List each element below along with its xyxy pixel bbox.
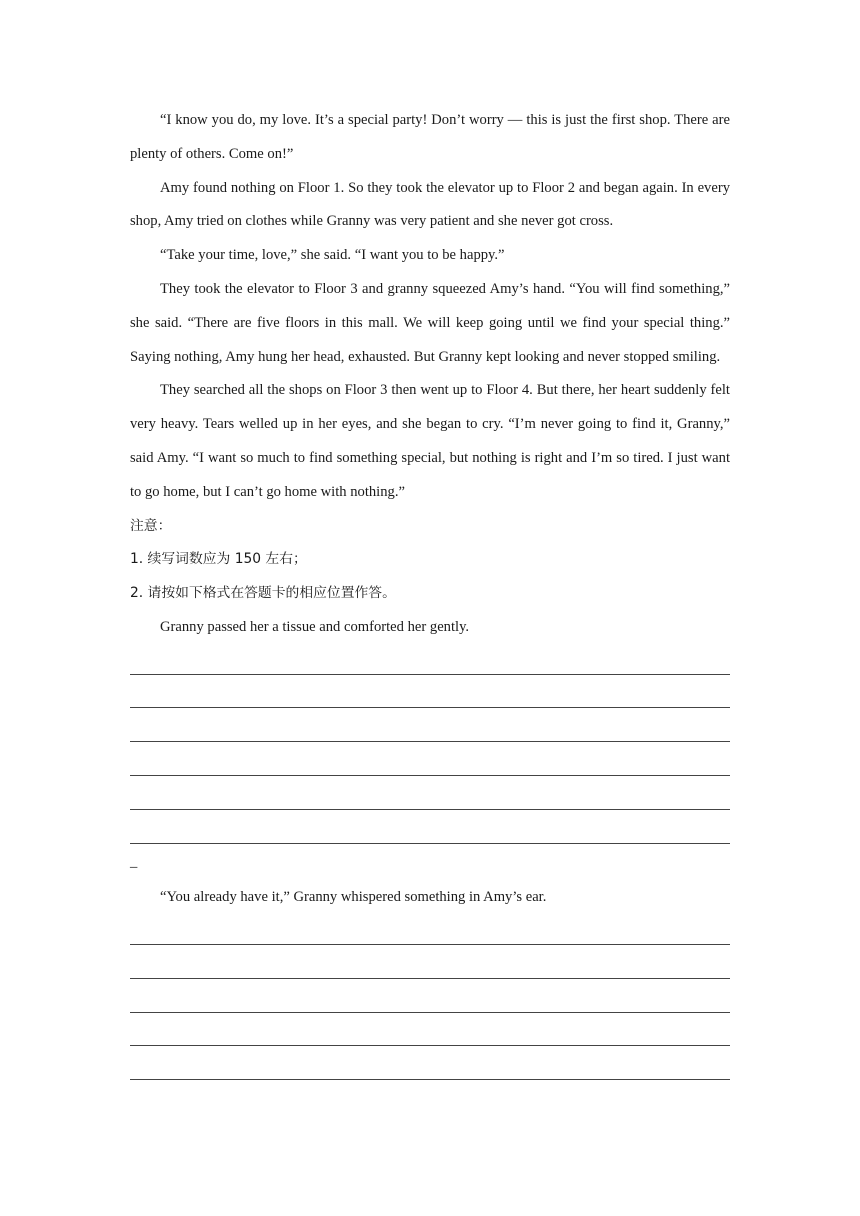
answer-line[interactable] <box>130 641 730 675</box>
story-paragraph: They searched all the shops on Floor 3 then went up to Floor 4. But there, her heart suddenly felt very heavy. Tears welled up in her eyes, and she began to cry. “I’m never going to find it, Granny,” said Amy. “I want so much to find something special, but nothing is right and I’m so tired. I just want to go home, but I can’t go home with nothing.” <box>130 382 730 500</box>
note-item-format: 2. 请按如下格式在答题卡的相应位置作答。 <box>130 585 396 602</box>
story-paragraph: “Take your time, love,” she said. “I want you to be happy.” <box>160 247 505 264</box>
answer-line[interactable] <box>130 1013 730 1047</box>
answer-trailing-mark: _ <box>130 853 138 870</box>
answer-line[interactable] <box>130 911 730 945</box>
answer-line[interactable] <box>130 810 730 844</box>
answer-line[interactable] <box>130 675 730 709</box>
answer-line[interactable] <box>130 979 730 1013</box>
answer-area-1[interactable] <box>130 645 730 848</box>
answer-area-2[interactable] <box>130 915 730 1084</box>
answer-line[interactable] <box>130 776 730 810</box>
continuation-prompt-1: Granny passed her a tissue and comforted her gently. <box>160 618 470 635</box>
continuation-prompt-2: “You already have it,” Granny whispered something in Amy’s ear. <box>160 889 547 906</box>
story-paragraph: They took the elevator to Floor 3 and granny squeezed Amy’s hand. “You will find something,” she said. “There are five floors in this mall. We will keep going until we find your special thing.” Saying nothing, Amy hung her head, exhausted. But Granny kept looking and never stopped smiling. <box>130 280 730 365</box>
answer-line[interactable] <box>130 1046 730 1080</box>
story-paragraph: Amy found nothing on Floor 1. So they took the elevator up to Floor 2 and began again. In every shop, Amy tried on clothes while Granny was very patient and she never got cross. <box>130 179 730 230</box>
answer-line[interactable] <box>130 708 730 742</box>
answer-line[interactable] <box>130 742 730 776</box>
story-paragraph: “I know you do, my love. It’s a special party! Don’t worry — this is just the first shop. There are plenty of others. Come on!” <box>130 112 730 162</box>
document-page <box>130 104 730 1084</box>
answer-line[interactable] <box>130 945 730 979</box>
note-item-word-count: 1. 续写词数应为 150 左右； <box>130 551 307 568</box>
notes-heading: 注意： <box>130 517 172 534</box>
